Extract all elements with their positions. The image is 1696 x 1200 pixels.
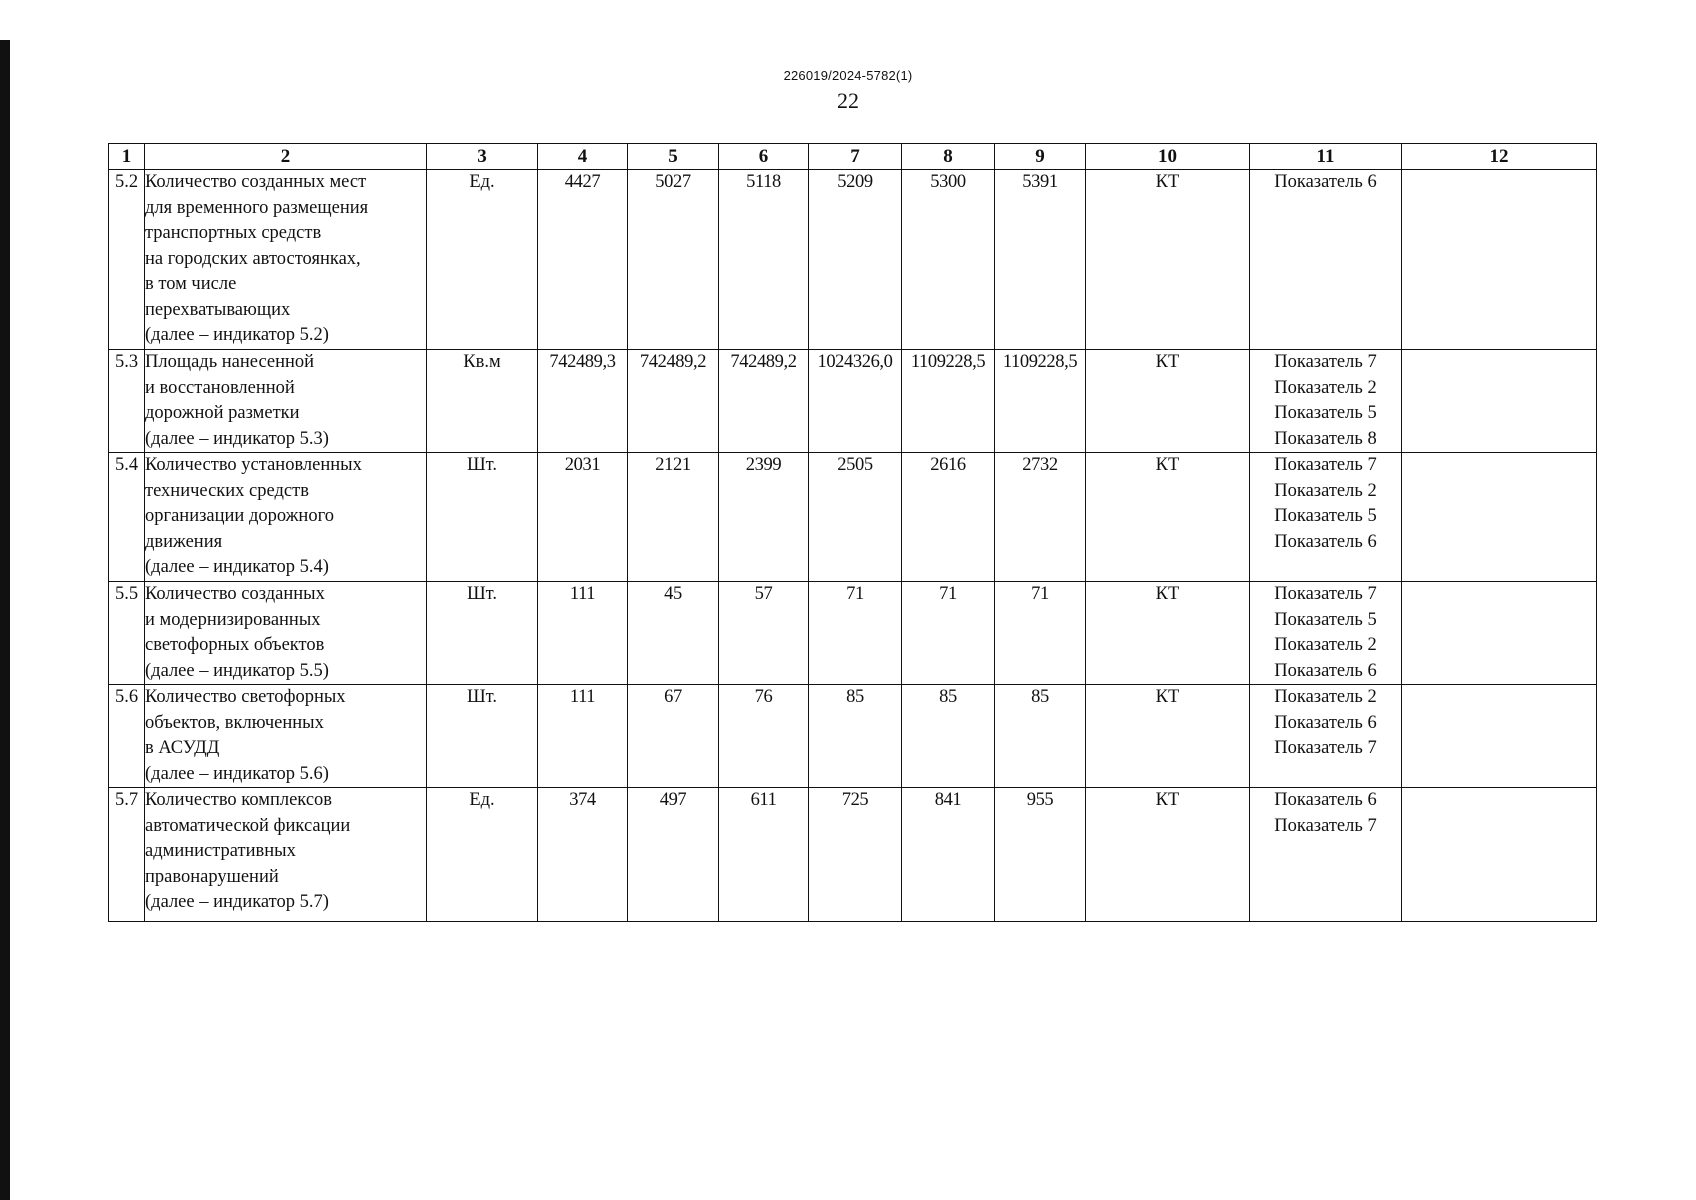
linked-indicator: Показатель 6	[1274, 790, 1377, 810]
indicator-name-line: (далее – индикатор 5.3)	[145, 428, 329, 449]
value-cell: 4427	[538, 170, 628, 350]
value-cell: 76	[719, 685, 809, 788]
linked-indicator: Показатель 7	[1274, 352, 1377, 372]
unit-cell: Ед.	[427, 170, 538, 350]
column-header: 4	[538, 144, 628, 170]
indicator-name-line: на городских автостоянках,	[145, 248, 361, 269]
linked-indicator: Показатель 7	[1274, 455, 1377, 475]
indicator-name-line: и модернизированных	[145, 609, 321, 630]
linked-indicators-cell	[1250, 170, 1402, 350]
value-cell: 742489,2	[628, 350, 719, 453]
type-cell: КТ	[1086, 453, 1250, 582]
linked-indicators-cell	[1250, 788, 1402, 922]
note-cell	[1402, 685, 1597, 788]
type-cell: КТ	[1086, 170, 1250, 350]
indicator-name	[145, 685, 427, 788]
indicator-number: 5.2	[109, 170, 145, 350]
indicator-name-line: Количество комплексов	[145, 790, 333, 810]
indicator-name-line: (далее – индикатор 5.6)	[145, 763, 329, 784]
indicator-name-line: перехватывающих	[145, 299, 291, 320]
value-cell: 497	[628, 788, 719, 922]
scan-edge-shadow	[0, 40, 10, 1200]
indicator-name-line: Количество светофорных	[145, 687, 346, 707]
indicator-name-line: административных	[145, 841, 296, 861]
column-header: 11	[1250, 144, 1402, 170]
type-cell: КТ	[1086, 350, 1250, 453]
value-cell: 725	[809, 788, 902, 922]
linked-indicators-cell	[1250, 582, 1402, 685]
value-cell: 2121	[628, 453, 719, 582]
linked-indicator: Показатель 6	[1274, 660, 1377, 681]
linked-indicator: Показатель 6	[1274, 712, 1377, 733]
type-cell: КТ	[1086, 788, 1250, 922]
column-header: 2	[145, 144, 427, 170]
value-cell: 5118	[719, 170, 809, 350]
indicator-name-line: светофорных объектов	[145, 635, 325, 655]
value-cell: 955	[995, 788, 1086, 922]
unit-cell: Ед.	[427, 788, 538, 922]
indicator-name-line: объектов, включенных	[145, 712, 324, 733]
value-cell: 2505	[809, 453, 902, 582]
value-cell: 374	[538, 788, 628, 922]
table-row	[109, 788, 1597, 922]
value-cell: 2732	[995, 453, 1086, 582]
value-cell: 2031	[538, 453, 628, 582]
unit-cell: Шт.	[427, 582, 538, 685]
value-cell: 742489,3	[538, 350, 628, 453]
value-cell: 5027	[628, 170, 719, 350]
indicator-name-line: в том числе	[145, 274, 237, 294]
table-row	[109, 350, 1597, 453]
linked-indicator: Показатель 6	[1274, 172, 1377, 192]
note-cell	[1402, 453, 1597, 582]
indicator-name-line: дорожной разметки	[145, 403, 300, 423]
value-cell: 71	[902, 582, 995, 685]
indicator-number: 5.7	[109, 788, 145, 922]
value-cell: 57	[719, 582, 809, 685]
indicator-name-line: движения	[145, 531, 223, 552]
linked-indicator: Показатель 7	[1274, 815, 1377, 836]
unit-cell: Кв.м	[427, 350, 538, 453]
value-cell: 111	[538, 685, 628, 788]
linked-indicator: Показатель 7	[1274, 584, 1377, 604]
column-header: 12	[1402, 144, 1597, 170]
column-header: 9	[995, 144, 1086, 170]
value-cell: 2616	[902, 453, 995, 582]
indicator-name-line: технических средств	[145, 480, 309, 501]
indicator-name	[145, 170, 427, 350]
linked-indicator: Показатель 2	[1274, 377, 1377, 398]
note-cell	[1402, 170, 1597, 350]
indicator-name-line: (далее – индикатор 5.2)	[145, 325, 329, 345]
indicator-name-line: Площадь нанесенной	[145, 352, 315, 372]
column-header: 5	[628, 144, 719, 170]
indicator-number: 5.3	[109, 350, 145, 453]
value-cell: 71	[809, 582, 902, 685]
value-cell: 111	[538, 582, 628, 685]
note-cell	[1402, 788, 1597, 922]
linked-indicators-cell	[1250, 685, 1402, 788]
linked-indicators-cell	[1250, 453, 1402, 582]
column-header: 6	[719, 144, 809, 170]
indicator-number: 5.5	[109, 582, 145, 685]
indicator-name	[145, 453, 427, 582]
value-cell: 85	[809, 685, 902, 788]
linked-indicator: Показатель 5	[1274, 403, 1377, 423]
indicator-name-line: автоматической фиксации	[145, 815, 351, 836]
value-cell: 45	[628, 582, 719, 685]
type-cell: КТ	[1086, 582, 1250, 685]
indicator-name-line: и восстановленной	[145, 377, 295, 398]
value-cell: 1109228,5	[902, 350, 995, 453]
indicator-name-line: Количество созданных мест	[145, 172, 367, 192]
indicator-name-line: (далее – индикатор 5.4)	[145, 557, 329, 577]
indicator-name-line: транспортных средств	[145, 223, 322, 243]
linked-indicator: Показатель 5	[1274, 609, 1377, 630]
indicator-number: 5.6	[109, 685, 145, 788]
column-header: 3	[427, 144, 538, 170]
value-cell: 5391	[995, 170, 1086, 350]
indicator-name-line: правонарушений	[145, 866, 279, 887]
indicators-table	[108, 143, 1597, 922]
note-cell	[1402, 350, 1597, 453]
unit-cell: Шт.	[427, 685, 538, 788]
table-row	[109, 582, 1597, 685]
value-cell: 71	[995, 582, 1086, 685]
linked-indicator: Показатель 2	[1274, 687, 1377, 707]
linked-indicator: Показатель 2	[1274, 635, 1377, 655]
table-row	[109, 685, 1597, 788]
linked-indicators-cell	[1250, 350, 1402, 453]
linked-indicator: Показатель 2	[1274, 480, 1377, 501]
value-cell: 742489,2	[719, 350, 809, 453]
column-header: 10	[1086, 144, 1250, 170]
value-cell: 1024326,0	[809, 350, 902, 453]
value-cell: 5300	[902, 170, 995, 350]
column-header: 1	[109, 144, 145, 170]
value-cell: 67	[628, 685, 719, 788]
linked-indicator: Показатель 5	[1274, 506, 1377, 526]
note-cell	[1402, 582, 1597, 685]
indicator-name	[145, 582, 427, 685]
indicator-name-line: (далее – индикатор 5.7)	[145, 892, 329, 912]
indicator-name-line: организации дорожного	[145, 506, 334, 526]
indicator-name	[145, 788, 427, 922]
document-registration-number: 226019/2024-5782(1)	[783, 68, 913, 83]
column-header: 7	[809, 144, 902, 170]
indicator-name-line: (далее – индикатор 5.5)	[145, 660, 329, 681]
type-cell: КТ	[1086, 685, 1250, 788]
indicator-name-line: в АСУДД	[145, 738, 220, 758]
indicator-name-line: для временного размещения	[145, 197, 369, 218]
value-cell: 85	[902, 685, 995, 788]
value-cell: 2399	[719, 453, 809, 582]
indicator-name-line: Количество созданных	[145, 584, 325, 604]
linked-indicator: Показатель 8	[1274, 428, 1377, 449]
value-cell: 611	[719, 788, 809, 922]
value-cell: 1109228,5	[995, 350, 1086, 453]
column-header: 8	[902, 144, 995, 170]
value-cell: 841	[902, 788, 995, 922]
value-cell: 5209	[809, 170, 902, 350]
indicator-name	[145, 350, 427, 453]
linked-indicator: Показатель 7	[1274, 738, 1377, 758]
value-cell: 85	[995, 685, 1086, 788]
indicator-number: 5.4	[109, 453, 145, 582]
table-row	[109, 453, 1597, 582]
page-number: 22	[837, 88, 859, 113]
linked-indicator: Показатель 6	[1274, 531, 1377, 552]
table-header-row	[109, 144, 1597, 170]
indicator-name-line: Количество установленных	[145, 455, 362, 475]
unit-cell: Шт.	[427, 453, 538, 582]
table-row	[109, 170, 1597, 350]
